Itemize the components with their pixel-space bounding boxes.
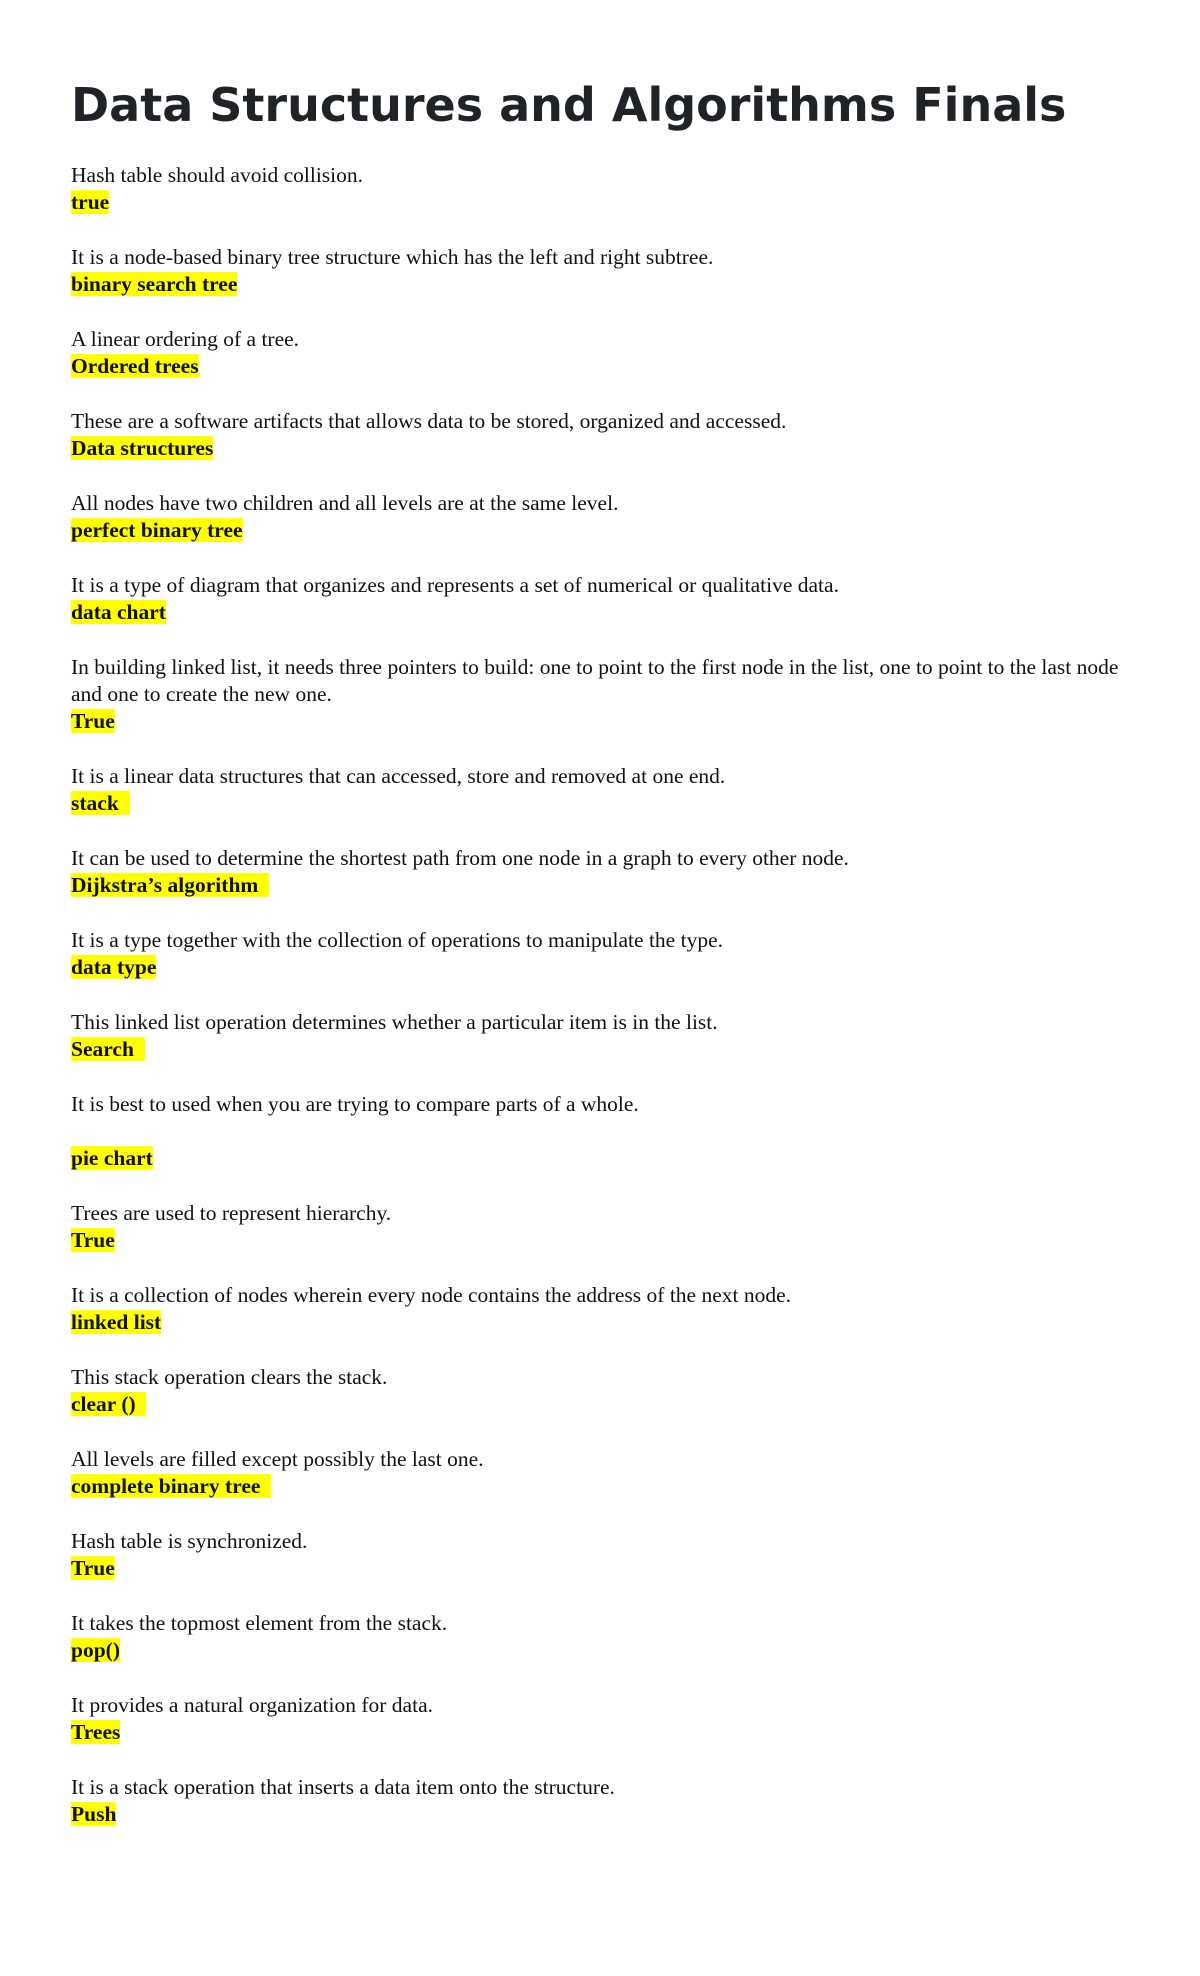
qa-item: [71, 326, 1141, 380]
highlighted-answer: data chart: [71, 600, 166, 624]
qa-item: [71, 1692, 1141, 1746]
question-text: It is a type together with the collection of operations to manipulate the type.: [71, 928, 723, 952]
qa-item: [71, 1200, 1141, 1254]
highlighted-answer: linked list: [71, 1310, 162, 1334]
qa-item: [71, 162, 1141, 216]
highlighted-answer: pie chart: [71, 1146, 153, 1170]
question-text: This linked list operation determines whether a particular item is in the list.: [71, 1010, 718, 1034]
question-text: It is a linear data structures that can accessed, store and removed at one end.: [71, 764, 726, 788]
question-text: It is a node-based binary tree structure which has the left and right subtree.: [71, 245, 714, 269]
qa-item: [71, 1528, 1141, 1582]
qa-item: [71, 244, 1141, 298]
qa-item: [71, 1446, 1141, 1500]
qa-item: [71, 1364, 1141, 1418]
question-text: All levels are filled except possibly the last one.: [71, 1447, 484, 1471]
qa-item: [71, 1091, 1141, 1172]
question-text: It provides a natural organization for data.: [71, 1693, 433, 1717]
highlighted-answer: data type: [71, 955, 157, 979]
highlighted-answer: Trees: [71, 1720, 121, 1744]
highlighted-answer: clear (): [71, 1392, 147, 1416]
question-text: This stack operation clears the stack.: [71, 1365, 388, 1389]
highlighted-answer: True: [71, 1556, 115, 1580]
qa-item: [71, 408, 1141, 462]
highlighted-answer: Data structures: [71, 436, 214, 460]
qa-item: [71, 654, 1141, 735]
question-text: It is a stack operation that inserts a data item onto the structure.: [71, 1775, 615, 1799]
question-text: Hash table should avoid collision.: [71, 163, 364, 187]
highlighted-answer: Dijkstra’s algorithm: [71, 873, 270, 897]
question-text: A linear ordering of a tree.: [71, 327, 300, 351]
question-text: In building linked list, it needs three pointers to build: one to point to the first node in the list, one to point to the last node and one to create the new one.: [71, 655, 1119, 706]
qa-item: [71, 572, 1141, 626]
qa-item: [71, 490, 1141, 544]
highlighted-answer: pop(): [71, 1638, 120, 1662]
page-title: Data Structures and Algorithms Finals: [71, 78, 1067, 132]
highlighted-answer: binary search tree: [71, 272, 238, 296]
question-text: It is a collection of nodes wherein every node contains the address of the next node.: [71, 1283, 792, 1307]
qa-item: [71, 763, 1141, 817]
highlighted-answer: Push: [71, 1802, 117, 1826]
question-text: It is a type of diagram that organizes and represents a set of numerical or qualitative data.: [71, 573, 839, 597]
question-text: All nodes have two children and all levels are at the same level.: [71, 491, 619, 515]
question-text: It takes the topmost element from the stack.: [71, 1611, 448, 1635]
qa-item: [71, 927, 1141, 981]
qa-item: [71, 1009, 1141, 1063]
highlighted-answer: complete binary tree: [71, 1474, 272, 1498]
highlighted-answer: True: [71, 709, 115, 733]
highlighted-answer: perfect binary tree: [71, 518, 243, 542]
question-text: It is best to used when you are trying to compare parts of a whole.: [71, 1092, 639, 1116]
question-text: Trees are used to represent hierarchy.: [71, 1201, 392, 1225]
question-text: These are a software artifacts that allows data to be stored, organized and accessed.: [71, 409, 787, 433]
qa-item: [71, 1610, 1141, 1664]
qa-item: [71, 1774, 1141, 1828]
question-text: It can be used to determine the shortest path from one node in a graph to every other node.: [71, 846, 849, 870]
highlighted-answer: Ordered trees: [71, 354, 199, 378]
highlighted-answer: Search: [71, 1037, 145, 1061]
qa-item: [71, 845, 1141, 899]
highlighted-answer: True: [71, 1228, 115, 1252]
qa-item: [71, 1282, 1141, 1336]
highlighted-answer: true: [71, 190, 110, 214]
question-text: Hash table is synchronized.: [71, 1529, 308, 1553]
highlighted-answer: stack: [71, 791, 130, 815]
